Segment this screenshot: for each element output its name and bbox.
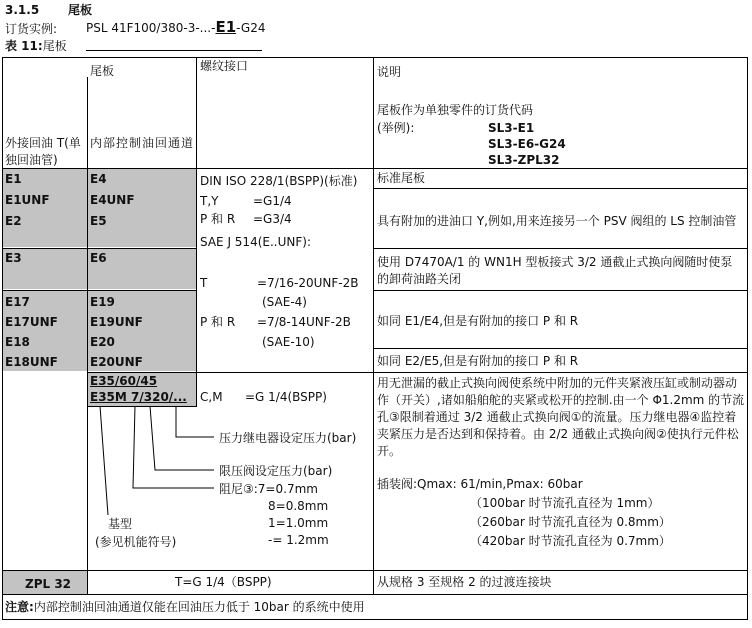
code-e2: E2 [5, 214, 22, 228]
order-code-3: SL3-ZPL32 [488, 153, 560, 167]
code-highlight: E1 [215, 18, 237, 36]
thread-pr2-sae: (SAE-10) [262, 335, 315, 349]
thread-pr2: P 和 R [200, 315, 236, 329]
zpl-thread: T=G 1/4（BSPP) [175, 575, 272, 589]
e35-code-2: E35M 7/320/... [90, 390, 187, 404]
zpl-code: ZPL 32 [25, 577, 72, 591]
thread-pr: P 和 R [200, 212, 236, 226]
code-prefix: PSL 41F100/380-3-...- [86, 21, 216, 35]
order-example-label: 订货实例: [5, 22, 58, 36]
e35-valve-label: 插装阀:Qmax: 61/min,Pmax: 60bar [377, 477, 583, 491]
code-e19: E19 [90, 295, 115, 309]
ann-pressure-switch: 压力继电器设定压力(bar) [219, 431, 357, 445]
zpl-desc: 从规格 3 至规格 2 的过渡连接块 [377, 575, 552, 589]
order-codes-intro: 尾板作为单独零件的订货代码 [377, 103, 534, 117]
thread-sae: SAE J 514(E..UNF): [200, 235, 311, 249]
code-e6: E6 [90, 251, 107, 265]
thread-t-val: =7/16-20UNF-2B [257, 276, 359, 290]
thread-pr-val: =G3/4 [253, 212, 292, 226]
thread-t-sae: (SAE-4) [262, 295, 307, 309]
code-e18: E18 [5, 335, 30, 349]
header-tailplate: 尾板 [90, 64, 115, 78]
thread-pr2-val: =7/8-14UNF-2B [257, 315, 351, 329]
desc-y-port: 具有附加的进油口 Y,例如,用来连接另一个 PSV 阀组的 LS 控制油管 [377, 214, 737, 228]
e35-description: 用无泄漏的截止式换向阀使系统中附加的元件夹紧液压缸或制动器动作（开关）,诸如船舶舵的夹紧或松开的控制.由一个 Φ1.2mm 的节流孔③限制着通过 3/2 通截止式换向阀①的流量。压力继电器④监控着夹紧压力是否达到和保持着。由 2/2 通截止式换向阀②使执行元件松开。 [377, 376, 745, 458]
thread-ty-val: =G1/4 [253, 194, 292, 208]
header-desc: 说明 [377, 65, 402, 79]
code-e1unf: E1UNF [5, 193, 50, 207]
header-thread: 螺纹接口 [200, 59, 249, 73]
ann-relief: 限压阀设定压力(bar) [219, 464, 333, 478]
code-e20: E20 [90, 335, 115, 349]
section-title: 尾板 [68, 3, 93, 17]
e35-valve-line-1: （100bar 时节流孔直径为 1mm） [470, 496, 660, 510]
ann-orifice-3: -= 1.2mm [268, 533, 329, 547]
desc-e2-e5: 如同 E2/E5,但是有附加的接口 P 和 R [377, 354, 579, 368]
code-e3: E3 [5, 251, 22, 265]
order-code-1: SL3-E1 [488, 121, 535, 135]
order-codes-example-label: (举例): [377, 121, 415, 135]
ann-base-ref: (参见机能符号) [95, 535, 177, 549]
order-code-2: SL3-E6-G24 [488, 137, 566, 151]
table-caption-label: 表 11: [5, 39, 43, 53]
thread-ty: T,Y [200, 194, 219, 208]
note-text: 内部控制油回油通道仅能在回油压力低于 10bar 的系统中使用 [33, 600, 365, 614]
e35-thread-label: C,M [200, 390, 223, 404]
note [5, 601, 365, 613]
code-e19unf: E19UNF [90, 315, 143, 329]
ann-orifice-1: 8=0.8mm [268, 499, 329, 513]
header-col-internal: 内部控制油回通道 [90, 136, 195, 150]
code-e18unf: E18UNF [5, 355, 58, 369]
code-e17unf: E17UNF [5, 315, 58, 329]
code-e4unf: E4UNF [90, 193, 135, 207]
desc-standard: 标准尾板 [377, 171, 426, 185]
e35-thread-val: =G 1/4(BSPP) [245, 390, 327, 404]
thread-standard: DIN ISO 228/1(BSPP)(标准) [200, 174, 358, 188]
ann-orifice: 阻尼③:7=0.7mm [219, 482, 318, 496]
e35-code-1: E35/60/45 [90, 374, 158, 388]
note-label: 注意: [5, 600, 34, 614]
e35-valve-line-2: （260bar 时节流孔直径为 0.8mm） [470, 515, 671, 529]
section-number: 3.1.5 [5, 3, 40, 17]
table-caption-title: 尾板 [42, 39, 67, 53]
thread-t: T [200, 276, 208, 290]
code-e5: E5 [90, 214, 107, 228]
code-suffix: -G24 [236, 21, 266, 35]
code-e4: E4 [90, 172, 107, 186]
desc-e1-e4: 如同 E1/E4,但是有附加的接口 P 和 R [377, 314, 579, 328]
ann-orifice-2: 1=1.0mm [268, 516, 329, 530]
header-col-external: 外接回油 T(单独回油管) [5, 136, 81, 167]
code-e1: E1 [5, 172, 22, 186]
desc-wn1h: 使用 D7470A/1 的 WN1H 型板接式 3/2 通截止式换向阀随时使泵的卸荷油路关闭 [377, 255, 733, 286]
code-e17: E17 [5, 295, 30, 309]
code-e20unf: E20UNF [90, 355, 143, 369]
ann-base-type: 基型 [108, 517, 133, 531]
e35-valve-line-3: （420bar 时节流孔直径为 0.7mm） [470, 534, 671, 548]
